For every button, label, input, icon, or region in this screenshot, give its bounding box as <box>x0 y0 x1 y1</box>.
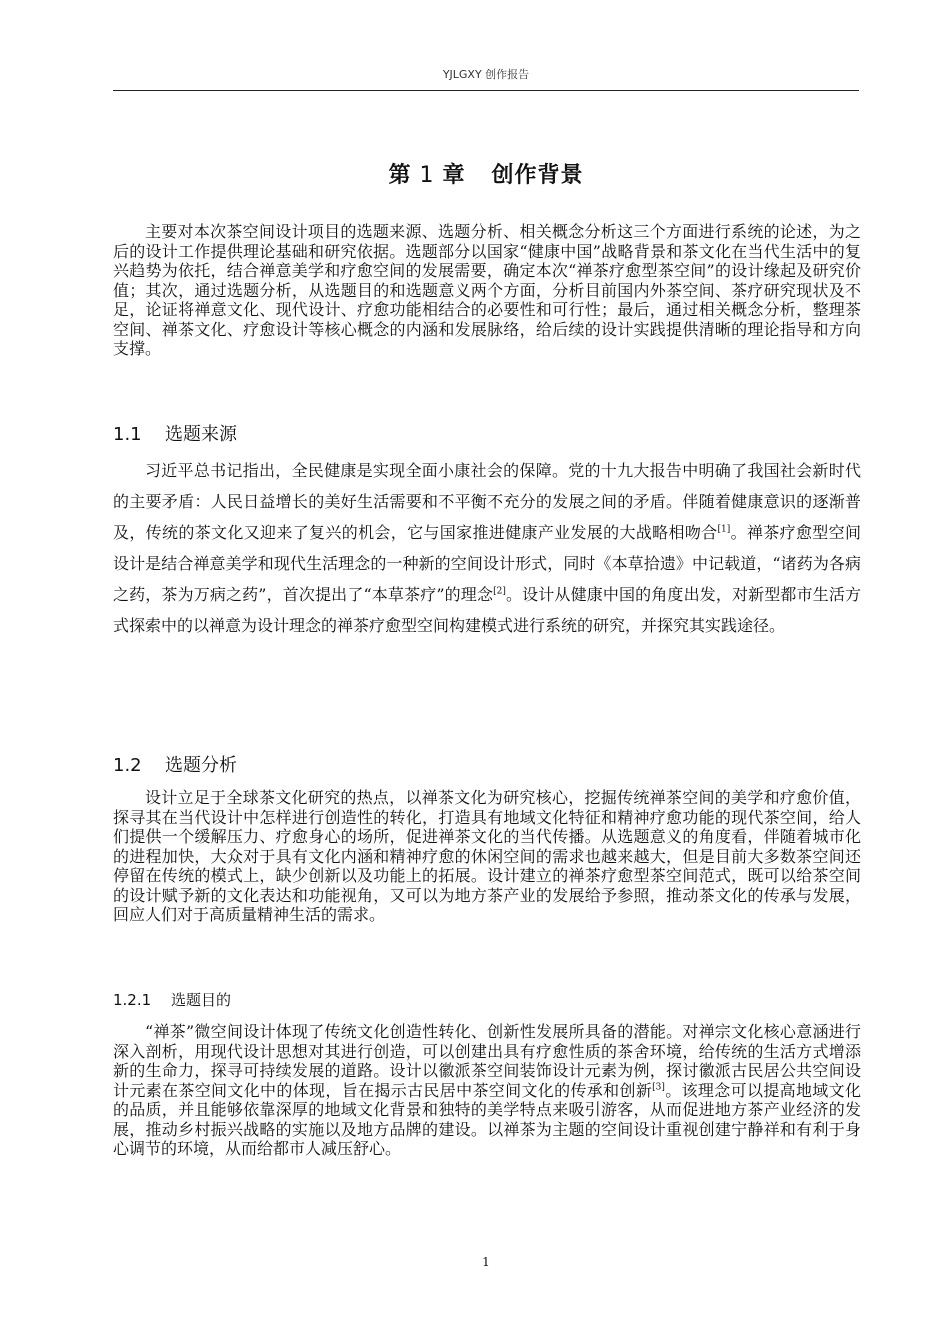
section-number: 1.2 <box>113 755 142 776</box>
subsection-title: 选题目的 <box>171 991 232 1009</box>
subsection-1-2-1-paragraph <box>113 1022 861 1159</box>
subsection-heading-1-2-1 <box>113 989 231 1010</box>
running-header: YJLGXY 创作报告 <box>113 66 859 91</box>
section-title: 选题来源 <box>165 424 237 445</box>
citation-ref: [2] <box>493 586 506 597</box>
paragraph-text: 。该理念可以提高地域文化的品质，并且能够依靠深厚的地域文化背景和独特的美学特点来吸引游客，从而促进地方茶产业经济的发展，推动乡村振兴战略的实施以及地方品牌的建设。以禅茶为主题的空间设计重视创建宁静祥和有利于身心调节的环境，从而给都市人减压舒心。 <box>113 1080 861 1158</box>
section-title: 选题分析 <box>165 755 237 776</box>
section-number: 1.1 <box>113 424 142 445</box>
chapter-intro-paragraph: 主要对本次茶空间设计项目的选题来源、选题分析、相关概念分析这三个方面进行系统的论述，为之后的设计工作提供理论基础和研究依据。选题部分以国家“健康中国”战略背景和茶文化在当代生活中的复兴趋势为依托，结合禅意美学和疗愈空间的发展需要，确定本次“禅茶疗愈型茶空间”的设计缘起及研究价值；其次，通过选题分析，从选题目的和选题意义两个方面，分析目前国内外茶空间、茶疗研究现状及不足，论证将禅意文化、现代设计、疗愈功能相结合的必要性和可行性；最后，通过相关概念分析，整理茶空间、禅茶文化、疗愈设计等核心概念的内涵和发展脉络，给后续的设计实践提供清晰的理论指导和方向支撑。 <box>113 222 861 358</box>
citation-ref: [1] <box>717 524 731 535</box>
chapter-prefix: 第 <box>388 163 412 188</box>
subsection-number: 1.2.1 <box>113 991 152 1009</box>
chapter-number: 1 <box>419 163 435 188</box>
citation-ref: [3] <box>652 1082 665 1093</box>
chapter-title <box>113 158 859 189</box>
section-1-2-paragraph: 设计立足于全球茶文化研究的热点，以禅茶文化为研究核心，挖掘传统禅茶空间的美学和疗愈价值，探寻其在当代设计中怎样进行创造性的转化，打造具有地域文化特征和精神疗愈功能的现代茶空间，给人们提供一个缓解压力、疗愈身心的场所，促进禅茶文化的当代传播。从选题意义的角度看，伴随着城市化的进程加快，大众对于具有文化内涵和精神疗愈的休闲空间的需求也越来越大，但是目前大多数茶空间还停留在传统的模式上，缺少创新以及功能上的拓展。设计建立的禅茶疗愈型茶空间范式，既可以给茶空间的设计赋予新的文化表达和功能视角，又可以为地方茶产业的发展给予参照，推动茶文化的传承与发展，回应人们对于高质量精神生活的需求。 <box>113 788 861 924</box>
chapter-title-text: 创作背景 <box>491 163 584 188</box>
section-heading-1-1 <box>113 420 237 446</box>
chapter-suffix: 章 <box>442 163 466 188</box>
section-1-1-paragraph <box>113 455 861 641</box>
paragraph-text: 习近平总书记指出，全民健康是实现全面小康社会的保障。党的十九大报告中明确了我国社会新时代的主要矛盾：人民日益增长的美好生活需要和不平衡不充分的发展之间的矛盾。伴随着健康意识的逐渐普及，传统的茶文化又迎来了复兴的机会，它与国家推进健康产业发展的大战略相吻合 <box>113 461 861 542</box>
paragraph-text: 。禅茶疗愈型空间设计是结合禅意美学和现代生活理念的一种新的空间设计形式，同时《本草拾遗》中记载道，“诸药为各病之药，茶为万病之药”，首次提出了“本草茶疗”的理念 <box>113 523 861 604</box>
page-number: 1 <box>482 1255 490 1269</box>
section-heading-1-2 <box>113 751 237 777</box>
paragraph-text: “禅茶”微空间设计体现了传统文化创造性转化、创新性发展所具备的潜能。对禅宗文化核心意涵进行深入剖析，用现代设计思想对其进行创造，可以创建出具有疗愈性质的茶舍环境，给传统的生活方式增添新的生命力，探寻可持续发展的道路。设计以徽派茶空间装饰设计元素为例，探讨徽派古民居公共空间设计元素在茶空间文化中的体现，旨在揭示古民居中茶空间文化的传承和创新 <box>113 1022 861 1100</box>
paragraph-text: 。设计从健康中国的角度出发，对新型都市生活方式探索中的以禅意为设计理念的禅茶疗愈型空间构建模式进行系统的研究，并探究其实践途径。 <box>113 585 861 635</box>
